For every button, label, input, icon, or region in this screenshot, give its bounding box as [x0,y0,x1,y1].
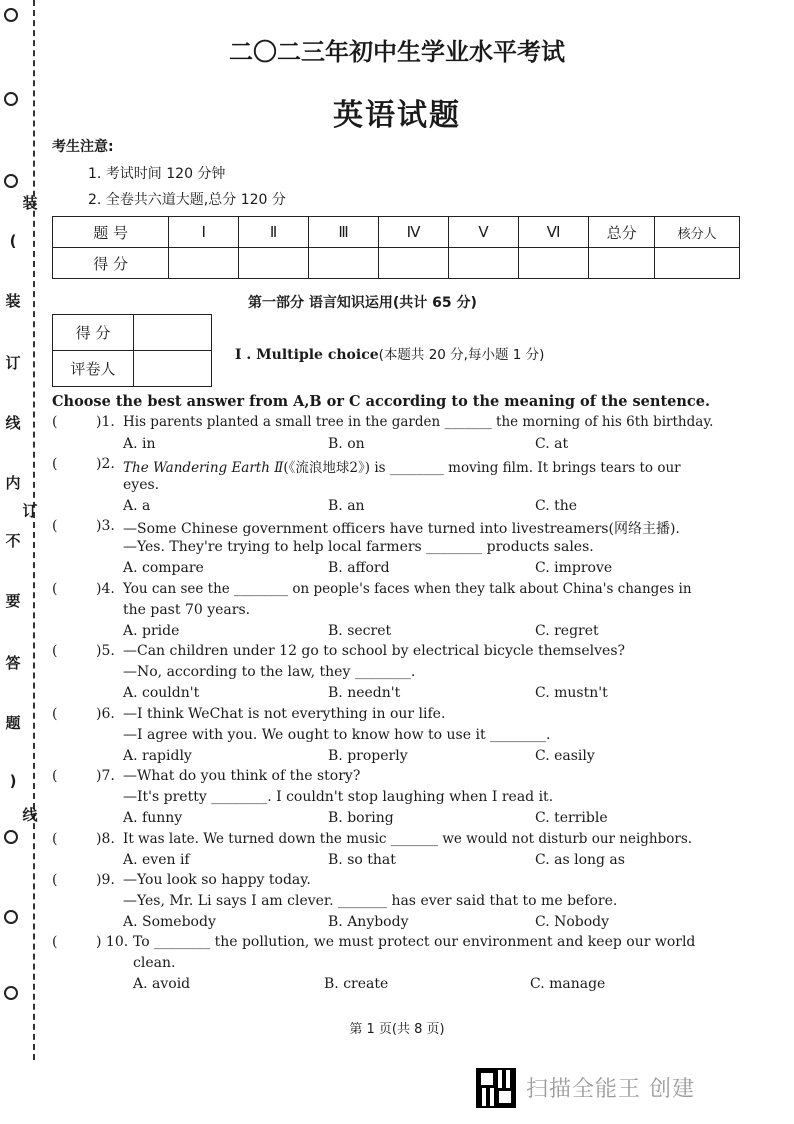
question-number: )7. [96,768,115,784]
score-header-cell: V [449,217,519,248]
question-text: —Some Chinese government officers have turned into livestreamers(网络主播). [123,521,680,537]
question-text: eyes. [123,477,160,493]
question-text: —No, according to the law, they ________. [123,664,416,680]
question-text: You can see the ________ on people's faces when they talk about China's changes in [123,581,692,597]
exam-title: 二〇二三年初中生学业水平考试 [229,38,565,66]
option-b: B. afford [328,560,390,576]
binding-char: 答 [5,654,21,672]
option-b: B. secret [328,623,392,639]
scanner-watermark: 扫描全能王 创建 [526,1077,695,1102]
binding-hole [4,174,18,188]
question-text [123,456,681,476]
section-instruction: Choose the best answer from A,B or C according to the meaning of the sentence. [52,393,711,410]
question-text: —It's pretty ________. I couldn't stop laughing when I read it. [123,789,554,805]
subject-title: 英语试题 [333,98,461,133]
binding-hole [4,910,18,924]
score-entry-cell [655,248,740,279]
score-header-cell: Ⅱ [239,217,309,248]
grader-name-cell [134,351,212,387]
score-entry-cell [309,248,379,279]
binding-char: ) [9,772,17,790]
binding-char: ( [9,232,17,250]
option-b: B. boring [328,810,394,826]
score-entry-cell [239,248,309,279]
binding-char: 装 [5,292,21,310]
option-c: C. the [535,498,578,514]
score-row-label: 得 分 [53,248,169,279]
section-title-en: I . Multiple choice [235,347,379,363]
question-number: ) 10. [96,934,129,950]
score-header-cell: Ⅵ [519,217,589,248]
option-c: C. easily [535,748,595,764]
option-a: A. compare [123,560,204,576]
option-a: A. even if [123,852,190,868]
grader-name-label: 评卷人 [53,351,134,387]
page-number: 第 1 页(共 8 页) [349,1022,445,1037]
option-a: A. rapidly [123,748,192,764]
option-c: C. terrible [535,810,608,826]
grader-score-cell [134,315,212,351]
film-title: The Wandering Earth Ⅱ [123,460,284,476]
option-c: C. as long as [535,852,625,868]
option-a: A. funny [123,810,183,826]
option-b: B. so that [328,852,396,868]
score-entry-cell [589,248,655,279]
option-b: B. needn't [328,685,401,701]
question-text: —What do you think of the story? [123,768,361,784]
question-text: To ________ the pollution, we must protect our environment and keep our world [133,934,696,950]
grader-box [52,314,212,387]
option-c: C. regret [535,623,599,639]
binding-char: 不 [5,532,21,550]
section-title [235,343,544,363]
score-entry-cell [169,248,239,279]
qr-code-icon [476,1068,516,1108]
binding-char: 要 [5,592,21,610]
question-text: His parents planted a small tree in the garden _______ the morning of his 6th birthday. [123,414,714,430]
question-text: It was late. We turned down the music _______ we would not disturb our neighbors. [123,831,693,847]
binding-char: 线 [5,414,21,432]
score-entry-cell [379,248,449,279]
option-c: C. improve [535,560,613,576]
option-b: B. properly [328,748,408,764]
option-c: C. Nobody [535,914,610,930]
grader-score-label: 得 分 [53,315,134,351]
question-number: )8. [96,831,115,847]
score-entry-cell [519,248,589,279]
binding-char: 订 [22,502,38,520]
option-a: A. a [123,498,151,514]
notice-item: 1. 考试时间 120 分钟 [88,166,226,182]
question-number: )4. [96,581,115,597]
binding-char: 装 [22,194,38,212]
binding-char: 线 [22,806,38,824]
question-text: —I agree with you. We ought to know how to use it ________. [123,727,551,743]
section-title-cn: (本题共 20 分,每小题 1 分) [378,347,545,363]
option-a: A. avoid [133,976,191,992]
binding-char: 订 [5,354,21,372]
option-b: B. Anybody [328,914,409,930]
question-number: )9. [96,872,115,888]
question-text-rest: (《流浪地球2》) is ________ moving film. It brings tears to our [283,460,681,476]
option-a: A. pride [123,623,180,639]
option-a: A. in [123,436,156,452]
question-number: )5. [96,643,115,659]
question-text: the past 70 years. [123,602,251,618]
question-text: —Yes, Mr. Li says I am clever. _______ has ever said that to me before. [123,893,618,909]
score-table [52,216,740,279]
option-a: A. Somebody [123,914,216,930]
binding-hole [4,986,18,1000]
score-header-cell: Ⅳ [379,217,449,248]
binding-hole [4,830,18,844]
score-header-cell: Ⅲ [309,217,379,248]
binding-hole [4,8,18,22]
notice-heading: 考生注意: [52,139,114,155]
question-text: —I think WeChat is not everything in our life. [123,706,446,722]
option-c: C. mustn't [535,685,608,701]
option-c: C. manage [530,976,606,992]
score-header-cell: 总分 [589,217,655,248]
question-text: —Can children under 12 go to school by electrical bicycle themselves? [123,643,626,659]
question-number: )6. [96,706,115,722]
option-a: A. couldn't [123,685,200,701]
score-header-cell: 核分人 [655,217,740,248]
score-header-cell: 题 号 [53,217,169,248]
option-b: B. create [324,976,389,992]
question-number: )2. [96,456,115,472]
question-number: )3. [96,518,115,534]
notice-item: 2. 全卷共六道大题,总分 120 分 [88,192,286,208]
option-c: C. at [535,436,569,452]
option-b: B. an [328,498,365,514]
question-text: —Yes. They're trying to help local farmers ________ products sales. [123,539,594,555]
option-b: B. on [328,436,365,452]
binding-dashed-line [33,0,35,1060]
part-title: 第一部分 语言知识运用(共计 65 分) [248,295,477,311]
binding-char: 题 [5,714,21,732]
binding-char: 内 [5,474,21,492]
score-entry-cell [449,248,519,279]
score-header-cell: I [169,217,239,248]
question-number: )1. [96,414,115,430]
question-text: —You look so happy today. [123,872,311,888]
question-text: clean. [133,955,176,971]
